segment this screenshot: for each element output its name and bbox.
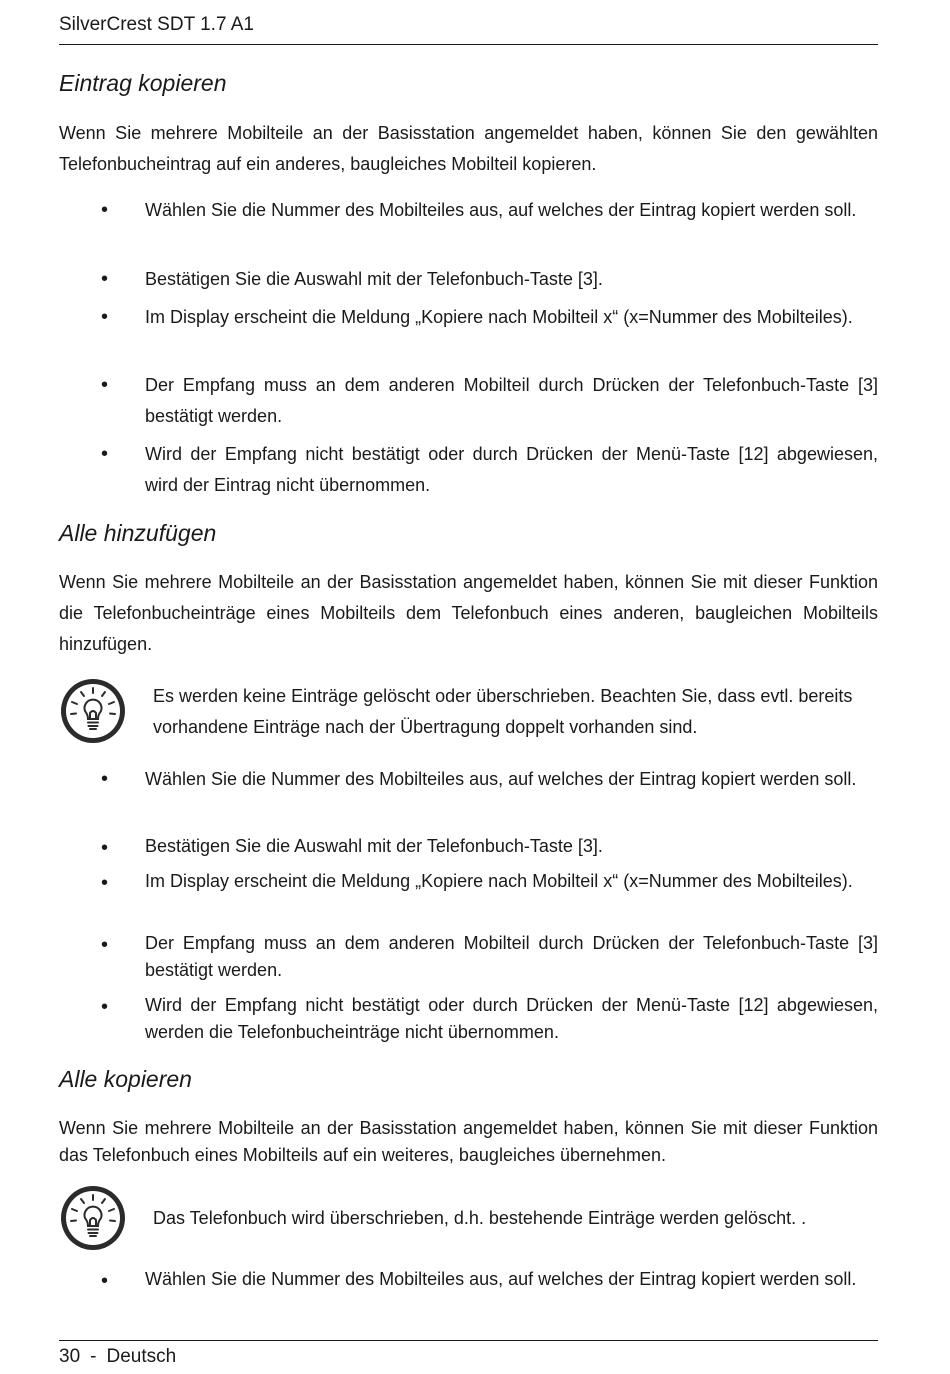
- section-heading-alle-kopieren: Alle kopieren: [59, 1066, 192, 1092]
- footer-separator: -: [90, 1346, 97, 1367]
- list-item: • Bestätigen Sie die Auswahl mit der Telefonbuch-Taste [3].: [59, 833, 878, 860]
- bullet-icon: •: [101, 996, 109, 1018]
- page-footer: [59, 1340, 878, 1370]
- bullet-icon: •: [101, 443, 109, 465]
- bullet-icon: •: [101, 199, 109, 221]
- section-intro: Wenn Sie mehrere Mobilteile an der Basisstation angemeldet haben, können Sie mit dieser Funktion das Telefonbuch eines Mobilteils auf ein weiteres, baugleiches übernehmen.: [59, 1118, 878, 1165]
- list-item: • Im Display erscheint die Meldung „Kopiere nach Mobilteil x“ (x=Nummer des Mobilteiles).: [59, 302, 878, 333]
- list-item: • Bestätigen Sie die Auswahl mit der Telefonbuch-Taste [3].: [59, 264, 878, 295]
- section-heading-eintrag-kopieren: Eintrag kopieren: [59, 70, 227, 96]
- section-heading-alle-hinzufuegen: Alle hinzufügen: [59, 520, 217, 546]
- list-item: • Wird der Empfang nicht bestätigt oder durch Drücken der Menü-Taste [12] abgewiesen, wird der Eintrag nicht übernommen.: [59, 439, 878, 501]
- section-intro: Wenn Sie mehrere Mobilteile an der Basisstation angemeldet haben, können Sie den gewählten Telefonbucheintrag auf ein anderes, baugleiches Mobilteil kopieren.: [59, 123, 878, 174]
- list-item: • Wählen Sie die Nummer des Mobilteiles aus, auf welches der Eintrag kopiert werden soll.: [59, 195, 878, 226]
- page-header: [59, 10, 878, 45]
- list-item: • Wird der Empfang nicht bestätigt oder durch Drücken der Menü-Taste [12] abgewiesen, werden die Telefonbucheinträge nicht übernommen.: [59, 992, 878, 1046]
- bullet-icon: •: [101, 306, 109, 328]
- list-item: • Wählen Sie die Nummer des Mobilteiles aus, auf welches der Eintrag kopiert werden soll.: [59, 764, 878, 795]
- lightbulb-icon: [59, 1184, 127, 1252]
- bullet-icon: •: [101, 768, 109, 790]
- list-item: • Der Empfang muss an dem anderen Mobilteil durch Drücken der Telefonbuch-Taste [3] bestätigt werden.: [59, 930, 878, 984]
- bullet-icon: •: [101, 837, 109, 859]
- bullet-icon: •: [101, 268, 109, 290]
- section-intro: Wenn Sie mehrere Mobilteile an der Basisstation angemeldet haben, können Sie mit dieser Funktion die Telefonbucheinträge eines Mobilteils dem Telefonbuch eines anderen, baugleichen Mobilteils hinzufügen.: [59, 572, 878, 654]
- note-text: Es werden keine Einträge gelöscht oder überschrieben. Beachten Sie, dass evtl. bereits vorhandene Einträge nach der Übertragung doppelt vorhanden sind.: [153, 686, 853, 737]
- bullet-icon: •: [101, 374, 109, 396]
- list-item: • Der Empfang muss an dem anderen Mobilteil durch Drücken der Telefonbuch-Taste [3] bestätigt werden.: [59, 370, 878, 432]
- lightbulb-icon: [59, 677, 127, 745]
- footer-language: Deutsch: [106, 1346, 177, 1367]
- document-title: SilverCrest SDT 1.7 A1: [59, 14, 255, 35]
- bullet-icon: •: [101, 872, 109, 894]
- bullet-icon: •: [101, 1270, 109, 1292]
- bullet-icon: •: [101, 934, 109, 956]
- list-item: • Wählen Sie die Nummer des Mobilteiles aus, auf welches der Eintrag kopiert werden soll.: [59, 1266, 878, 1293]
- page-number: 30: [59, 1346, 81, 1367]
- note-text: Das Telefonbuch wird überschrieben, d.h. bestehende Einträge werden gelöscht. .: [153, 1208, 807, 1228]
- list-item: • Im Display erscheint die Meldung „Kopiere nach Mobilteil x“ (x=Nummer des Mobilteiles).: [59, 868, 878, 895]
